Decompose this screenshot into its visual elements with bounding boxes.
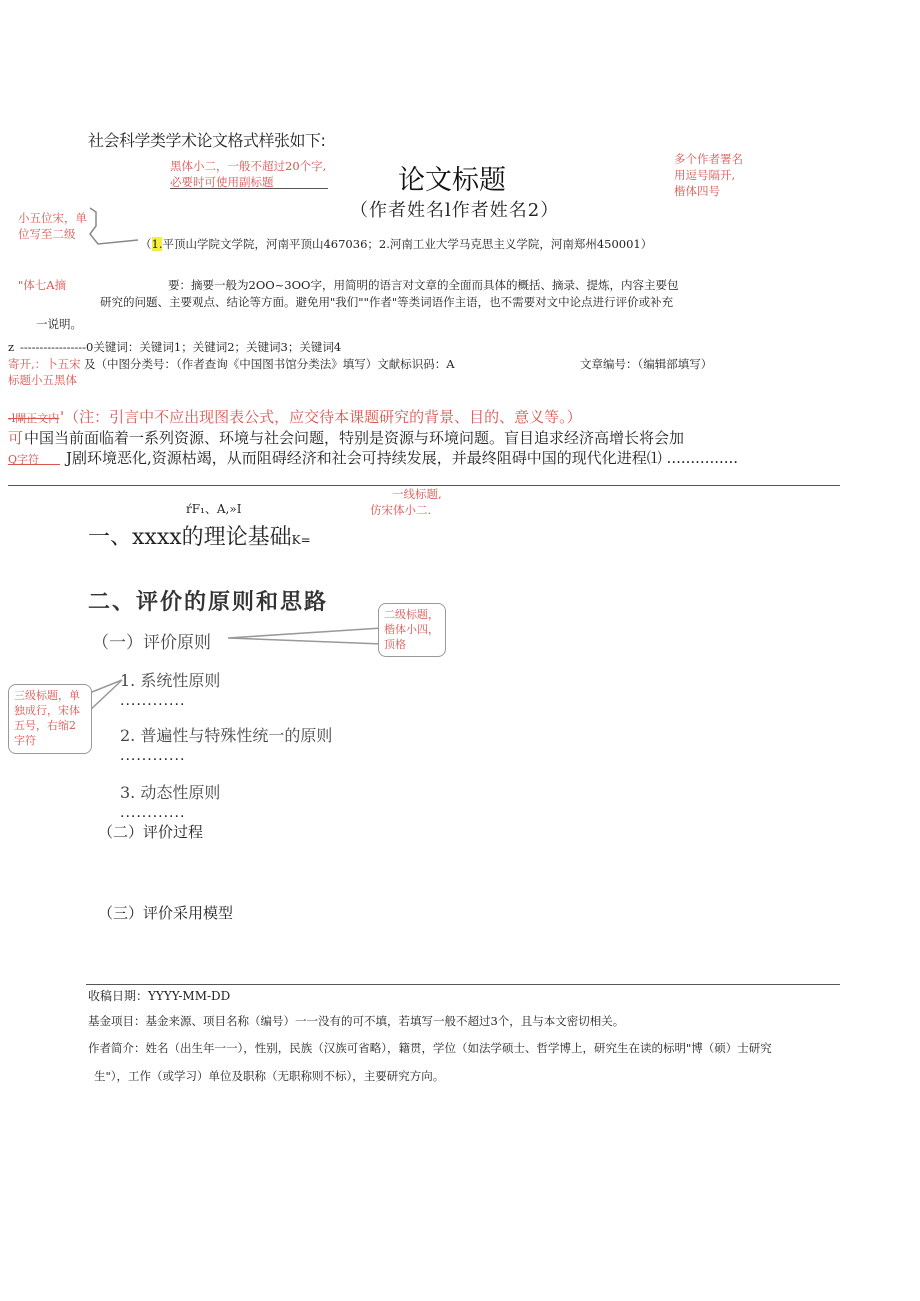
authors-note-line3: 楷体四号: [674, 184, 720, 198]
keywords-line: -----------------0关键词：关键词1；关键词2；关键词3；关键词4: [20, 340, 342, 354]
h1-note-line1: 一线标题,: [392, 487, 442, 501]
paper-title: 论文标题: [398, 165, 506, 196]
heading-3-2-dots: ............: [120, 748, 186, 764]
affiliation-highlight: 1.: [151, 237, 163, 251]
heading-1-1-suffix: K=: [291, 533, 311, 547]
heading-3-3-dots: ............: [120, 805, 186, 821]
affiliation-line: （1.平顶山学院文学院，河南平顶山467036；2.河南工业大学马克思主义学院，河南郑州450001）: [140, 237, 653, 251]
classification-line: 及（中图分类号：（作者查询《中国图书馆分类法》填写）文献标识码：A: [84, 357, 455, 371]
article-number: 文章编号：（编辑部填写）: [580, 357, 713, 371]
intro-note: '（注：引言中不应出现图表公式，应交待本课题研究的背景、目的、意义等。）: [60, 408, 582, 426]
heading-1-2: 二、评价的原则和思路: [88, 590, 329, 615]
intro-text: 社会科学类学术论文格式样张如下:: [88, 131, 326, 150]
affiliation-note-line1: 小五位宋，单: [18, 211, 87, 225]
heading-1-1-text: 一、xxxx的理论基础: [88, 525, 292, 550]
title-note-line1: 黑体小二，一般不超过20个字,: [170, 159, 327, 173]
h3-callout: 三级标题，单独成行，宋体五号，右缩2字符: [8, 684, 92, 754]
received-date: 收稿日期：YYYY-MM-DD: [88, 989, 231, 1003]
keywords-note-line2: 标题小五黑体: [8, 373, 77, 387]
body-mark-underline: [8, 464, 60, 465]
author-bio-line2: 生"），工作（或学习）单位及职称（无职称则不标），主要研究方向。: [94, 1069, 445, 1083]
title-note-underline: [170, 188, 328, 189]
heading-3-1: 1. 系统性原则: [120, 671, 221, 690]
body-line1: 中国当前面临着一系列资源、环境与社会问题，特别是资源与环境问题。盲目追求经济高增长将会加: [24, 429, 685, 447]
intro-label: -l閘正文内: [8, 412, 60, 425]
author-bio-line1: 作者简介：姓名（出生年一一），性别，民族（汉族可省略），籍贯，学位（如法学硕士、哲学博上，研究生在读的标明"博（硕）士研究: [88, 1041, 772, 1055]
affiliation-note-line2: 位写至二级: [18, 227, 76, 241]
abstract-line3: 一说明。: [36, 317, 82, 331]
figure-label: ŕF₁、A,»I: [186, 502, 242, 516]
title-note-line2: 必要时可使用副标题: [170, 175, 274, 189]
body-mark-2: Q字符: [8, 453, 40, 466]
heading-2-2: （二）评价过程: [98, 823, 204, 841]
heading-3-1-dots: ............: [120, 693, 186, 709]
callout-pointer-h2-icon: [226, 620, 386, 650]
abstract-label: "体七A摘: [18, 278, 67, 292]
h1-note-line2: 仿宋体小二.: [370, 503, 432, 517]
abstract-line2: 研究的问题、主要观点、结论等方面。避免用"我们""作者"等类词语作主语，也不需要对文中论点进行评价或补充: [100, 295, 674, 309]
fund-info: 基金项目：基金来源、项目名称（编号）一一没有的可不填，若填写一般不超过3个，且与本文密切相关。: [88, 1014, 625, 1028]
heading-2-1: （一）评价原则: [92, 633, 211, 653]
heading-1-1: [88, 520, 311, 551]
author-names: （作者姓名l作者姓名2）: [350, 200, 560, 221]
heading-3-2: 2. 普遍性与特殊性统一的原则: [120, 726, 333, 745]
authors-note-line1: 多个作者署名: [674, 152, 743, 166]
body-mark-1: 可: [8, 429, 24, 447]
h2-callout: 二级标题，楷体小四，顶格: [378, 603, 446, 657]
body-line2: J剧环境恶化,资源枯竭，从而阻碍经济和社会可持续发展，并最终阻碍中国的现代化进程⑴ ...............: [66, 449, 739, 467]
abstract-line1: 要：摘要一般为2OO~3OO字，用简明的语言对文章的全面而具体的概括、摘录、提炼，内容主要包: [168, 278, 679, 292]
authors-note-line2: 用逗号隔开,: [674, 168, 736, 182]
keywords-note: 寄开,：卜五宋: [8, 357, 81, 371]
heading-3-3: 3. 动态性原则: [120, 783, 221, 802]
bracket-arrow-icon: [86, 206, 142, 248]
heading-2-3: （三）评价采用模型: [98, 904, 234, 922]
footer-divider: [86, 984, 840, 985]
keywords-prefix: z: [8, 340, 15, 354]
